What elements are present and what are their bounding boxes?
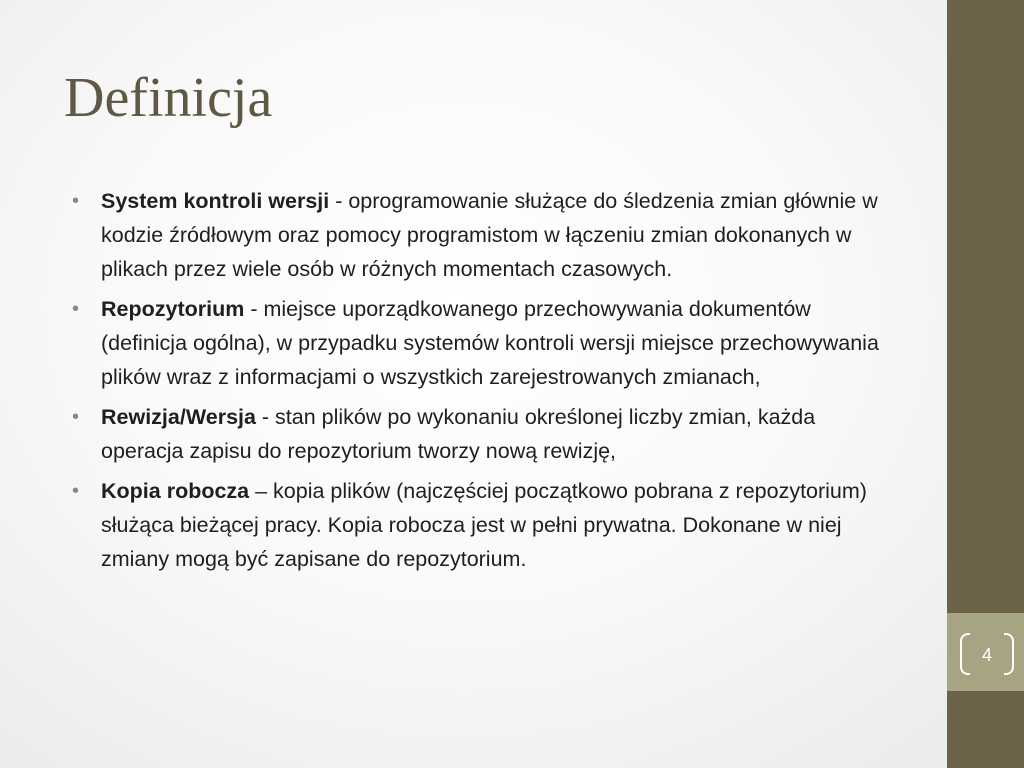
definition-text: - stan plików po wykonaniu określonej liczby zmian, każda operacja zapisu do repozytorium tworzy nową rewizję,: [101, 405, 816, 463]
list-item: [72, 184, 902, 286]
term-label: Kopia robocza: [101, 479, 250, 503]
definition-text: - oprogramowanie służące do śledzenia zmian głównie w kodzie źródłowym oraz pomocy programistom w łączeniu zmian dokonanych w plikach przez wiele osób w różnych momentach czasowych.: [101, 189, 878, 281]
list-item: [72, 400, 902, 468]
slide-title: Definicja: [64, 67, 273, 129]
definition-text: - miejsce uporządkowanego przechowywania dokumentów (definicja ogólna), w przypadku systemów kontroli wersji miejsce przechowywania plików wraz z informacjami o wszystkich zarejestrowanych zmianach,: [101, 297, 879, 389]
bullet-icon: •: [72, 298, 80, 320]
page-number: 4: [981, 645, 992, 665]
definition-text: – kopia plików (najczęściej początkowo pobrana z repozytorium) służąca bieżącej pracy. Kopia robocza jest w pełni prywatna. Dokonane w niej zmiany mogą być zapisane do repozytorium.: [101, 479, 867, 571]
bullet-icon: •: [72, 480, 80, 502]
bullet-icon: •: [72, 190, 80, 212]
right-brace-icon: [1004, 633, 1014, 675]
term-label: System kontroli wersji: [101, 189, 330, 213]
term-label: Repozytorium: [101, 297, 245, 321]
term-label: Rewizja/Wersja: [101, 405, 256, 429]
bullet-list: [72, 184, 902, 582]
list-item: [72, 292, 902, 394]
list-item: [72, 474, 902, 576]
bullet-icon: •: [72, 406, 80, 428]
left-brace-icon: [960, 633, 970, 675]
